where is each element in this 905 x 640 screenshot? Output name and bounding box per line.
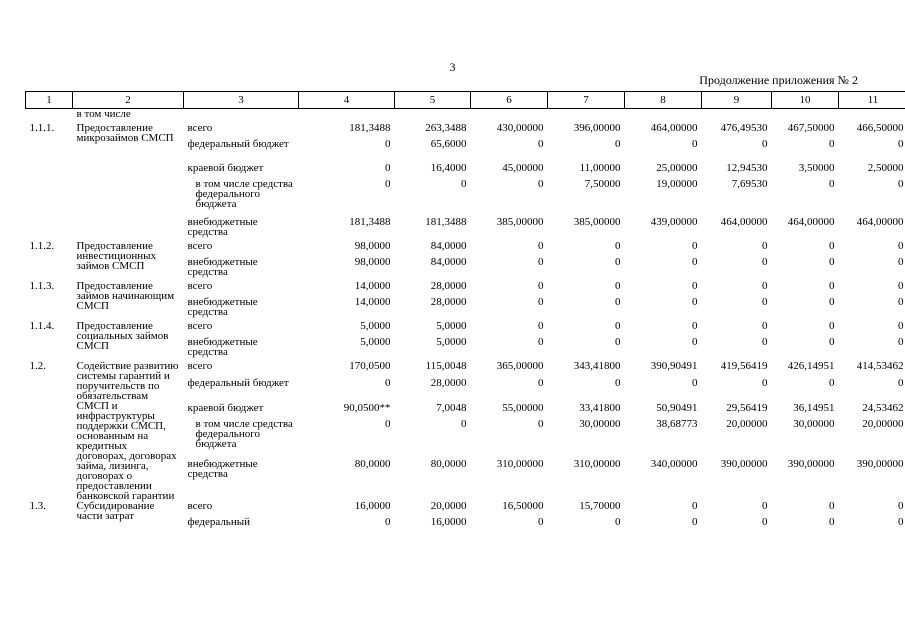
value-cell: 28,0000	[430, 296, 467, 308]
value-cell: 439,00000	[650, 216, 698, 228]
value-cell: 0	[615, 240, 621, 252]
value-cell: 20,00000	[726, 418, 768, 431]
value-cell: 0	[898, 178, 904, 190]
value-cell: 263,3488	[425, 122, 467, 134]
value-cell: 20,00000	[862, 418, 904, 431]
funding-source: федеральный	[187, 516, 250, 528]
value-cell: 0	[615, 336, 621, 348]
value-cell: 65,6000	[430, 138, 467, 150]
value-cell: 0	[762, 296, 768, 308]
value-cell: 340,00000	[650, 458, 698, 471]
value-cell: 0	[538, 418, 544, 431]
row-code: 1.1.2.	[29, 240, 55, 252]
value-cell: 7,0048	[436, 401, 467, 414]
funding-source: краевой бюджет	[187, 401, 264, 414]
value-cell: 170,0500	[349, 360, 391, 372]
value-cell: 0	[538, 178, 544, 190]
header-cell: 9	[702, 92, 772, 109]
measure-name: Предоставление инвестиционных займов СМСП	[76, 240, 157, 272]
funding-source: всего	[187, 122, 213, 134]
header-cell: 1	[26, 92, 73, 109]
value-cell: 0	[829, 500, 835, 512]
value-cell: 464,00000	[856, 216, 904, 228]
value-cell: 414,53462	[856, 360, 904, 372]
value-cell: 310,00000	[496, 458, 544, 471]
measure-name: Содействие развитию системы гарантий и поручительств по обязательствам СМСП и инфраструктуры поддержки СМСП, основанным на кредитных договорах, договорах займа, лизинга, договорах о предоставлении банковской гарантии	[76, 360, 179, 502]
value-cell: 14,0000	[354, 280, 391, 292]
value-cell: 181,3488	[349, 216, 391, 228]
value-cell: 0	[385, 162, 391, 174]
funding-source: в том числе средства федерального бюджета	[195, 178, 293, 210]
table-row	[26, 501, 905, 517]
value-cell: 80,0000	[430, 458, 467, 471]
value-cell: 30,00000	[579, 418, 621, 431]
value-cell: 14,0000	[354, 296, 391, 308]
table-body	[26, 109, 905, 534]
including-row	[26, 109, 905, 124]
value-cell: 90,0500**	[343, 401, 391, 414]
value-cell: 0	[762, 240, 768, 252]
value-cell: 80,0000	[354, 458, 391, 471]
header-row	[26, 92, 905, 109]
funding-source: внебюджетные средства	[187, 216, 258, 238]
value-cell: 0	[829, 336, 835, 348]
row-code: 1.1.1.	[29, 122, 55, 134]
value-cell: 0	[692, 376, 698, 389]
value-cell: 365,00000	[496, 360, 544, 372]
value-cell: 0	[615, 256, 621, 268]
value-cell: 466,50000	[856, 122, 904, 134]
value-cell: 0	[692, 296, 698, 308]
value-cell: 5,0000	[360, 320, 391, 332]
table-row	[26, 281, 905, 297]
header-cell: 4	[299, 92, 395, 109]
value-cell: 16,0000	[354, 500, 391, 512]
value-cell: 45,00000	[502, 162, 544, 174]
value-cell: 5,0000	[436, 336, 467, 348]
value-cell: 12,94530	[726, 162, 768, 174]
header-cell: 3	[184, 92, 299, 109]
value-cell: 0	[829, 178, 835, 190]
table-row	[26, 321, 905, 337]
value-cell: 0	[829, 320, 835, 332]
value-cell: 50,90491	[656, 401, 698, 414]
value-cell: 0	[898, 296, 904, 308]
value-cell: 2,50000	[867, 162, 904, 174]
value-cell: 0	[538, 280, 544, 292]
value-cell: 0	[692, 280, 698, 292]
funding-source: внебюджетные средства	[187, 256, 258, 278]
value-cell: 390,00000	[787, 458, 835, 471]
value-cell: 385,00000	[496, 216, 544, 228]
value-cell: 5,0000	[436, 320, 467, 332]
value-cell: 396,00000	[573, 122, 621, 134]
value-cell: 0	[692, 500, 698, 512]
value-cell: 30,00000	[793, 418, 835, 431]
including-label: в том числе	[76, 108, 131, 120]
value-cell: 0	[615, 296, 621, 308]
value-cell: 0	[898, 138, 904, 150]
value-cell: 0	[538, 256, 544, 268]
value-cell: 7,50000	[584, 178, 621, 190]
row-code: 1.3.	[29, 500, 46, 512]
value-cell: 20,0000	[430, 500, 467, 512]
value-cell: 0	[762, 500, 768, 512]
value-cell: 0	[615, 516, 621, 528]
value-cell: 0	[829, 240, 835, 252]
funding-source: федеральный бюджет	[187, 376, 289, 389]
value-cell: 0	[692, 138, 698, 150]
value-cell: 0	[461, 418, 467, 431]
value-cell: 0	[829, 376, 835, 389]
value-cell: 55,00000	[502, 401, 544, 414]
value-cell: 464,00000	[787, 216, 835, 228]
value-cell: 0	[615, 280, 621, 292]
value-cell: 0	[692, 240, 698, 252]
value-cell: 36,14951	[793, 401, 835, 414]
value-cell: 28,0000	[430, 280, 467, 292]
value-cell: 5,0000	[360, 336, 391, 348]
value-cell: 0	[762, 336, 768, 348]
value-cell: 0	[385, 516, 391, 528]
value-cell: 3,50000	[798, 162, 835, 174]
value-cell: 0	[615, 138, 621, 150]
value-cell: 390,00000	[856, 458, 904, 471]
value-cell: 16,0000	[430, 516, 467, 528]
value-cell: 464,00000	[650, 122, 698, 134]
continuation-label: Продолжение приложения № 2	[699, 73, 858, 87]
header-cell: 6	[471, 92, 548, 109]
value-cell: 0	[692, 256, 698, 268]
funding-source: всего	[187, 500, 213, 512]
value-cell: 98,0000	[354, 240, 391, 252]
value-cell: 11,00000	[579, 162, 621, 174]
value-cell: 0	[692, 320, 698, 332]
value-cell: 0	[829, 138, 835, 150]
header-cell: 2	[73, 92, 184, 109]
measure-name: Субсидирование части затрат	[76, 500, 155, 522]
header-cell: 8	[625, 92, 702, 109]
value-cell: 0	[461, 178, 467, 190]
value-cell: 0	[762, 280, 768, 292]
value-cell: 15,70000	[579, 500, 621, 512]
value-cell: 426,14951	[787, 360, 835, 372]
value-cell: 0	[385, 138, 391, 150]
funding-source: внебюджетные средства	[187, 336, 258, 358]
value-cell: 467,50000	[787, 122, 835, 134]
value-cell: 84,0000	[430, 240, 467, 252]
value-cell: 0	[538, 320, 544, 332]
value-cell: 0	[538, 336, 544, 348]
value-cell: 16,50000	[502, 500, 544, 512]
value-cell: 0	[538, 138, 544, 150]
value-cell: 0	[385, 178, 391, 190]
value-cell: 0	[898, 280, 904, 292]
row-code: 1.1.3.	[29, 280, 55, 292]
value-cell: 0	[538, 296, 544, 308]
page-number: 3	[449, 60, 456, 74]
value-cell: 0	[538, 376, 544, 389]
funding-source: всего	[187, 280, 213, 292]
funding-source: краевой бюджет	[187, 162, 264, 174]
value-cell: 38,68773	[656, 418, 698, 431]
value-cell: 430,00000	[496, 122, 544, 134]
value-cell: 385,00000	[573, 216, 621, 228]
value-cell: 0	[898, 500, 904, 512]
value-cell: 0	[762, 256, 768, 268]
value-cell: 0	[898, 336, 904, 348]
measure-name: Предоставление микрозаймов СМСП	[76, 122, 174, 144]
value-cell: 0	[762, 138, 768, 150]
value-cell: 0	[829, 516, 835, 528]
funding-source: всего	[187, 360, 213, 372]
funding-source: внебюджетные средства	[187, 296, 258, 318]
value-cell: 0	[615, 320, 621, 332]
value-cell: 464,00000	[720, 216, 768, 228]
funding-source: федеральный бюджет	[187, 138, 289, 150]
value-cell: 24,53462	[862, 401, 904, 414]
header-cell: 10	[772, 92, 839, 109]
row-code: 1.1.4.	[29, 320, 55, 332]
value-cell: 181,3488	[425, 216, 467, 228]
value-cell: 0	[898, 240, 904, 252]
value-cell: 0	[898, 516, 904, 528]
header-cell: 5	[395, 92, 471, 109]
value-cell: 115,0048	[425, 360, 467, 372]
value-cell: 0	[692, 516, 698, 528]
measure-name: Предоставление займов начинающим СМСП	[76, 280, 175, 312]
table-row	[26, 241, 905, 257]
value-cell: 181,3488	[349, 122, 391, 134]
value-cell: 0	[538, 516, 544, 528]
header-cell: 7	[548, 92, 625, 109]
value-cell: 33,41800	[579, 401, 621, 414]
value-cell: 7,69530	[731, 178, 768, 190]
header-cell: 11	[839, 92, 905, 109]
value-cell: 343,41800	[573, 360, 621, 372]
value-cell: 0	[615, 376, 621, 389]
value-cell: 0	[829, 256, 835, 268]
financing-table	[25, 91, 905, 533]
value-cell: 0	[762, 516, 768, 528]
value-cell: 29,56419	[726, 401, 768, 414]
value-cell: 0	[829, 280, 835, 292]
value-cell: 28,0000	[430, 376, 467, 389]
value-cell: 98,0000	[354, 256, 391, 268]
value-cell: 25,00000	[656, 162, 698, 174]
value-cell: 390,90491	[650, 360, 698, 372]
value-cell: 0	[538, 240, 544, 252]
table-row	[26, 123, 905, 139]
row-code: 1.2.	[29, 360, 46, 372]
value-cell: 419,56419	[720, 360, 768, 372]
funding-source: всего	[187, 320, 213, 332]
value-cell: 19,00000	[656, 178, 698, 190]
value-cell: 0	[762, 320, 768, 332]
value-cell: 0	[898, 320, 904, 332]
funding-source: внебюджетные средства	[187, 458, 258, 481]
funding-source: в том числе средства федерального бюджета	[195, 418, 293, 451]
value-cell: 0	[762, 376, 768, 389]
value-cell: 0	[385, 376, 391, 389]
value-cell: 310,00000	[573, 458, 621, 471]
value-cell: 0	[692, 336, 698, 348]
value-cell: 0	[385, 418, 391, 431]
measure-name: Предоставление социальных займов СМСП	[76, 320, 169, 352]
value-cell: 0	[898, 376, 904, 389]
value-cell: 84,0000	[430, 256, 467, 268]
value-cell: 476,49530	[720, 122, 768, 134]
funding-source: всего	[187, 240, 213, 252]
table-row	[26, 361, 905, 378]
value-cell: 390,00000	[720, 458, 768, 471]
value-cell: 16,4000	[430, 162, 467, 174]
value-cell: 0	[898, 256, 904, 268]
value-cell: 0	[829, 296, 835, 308]
